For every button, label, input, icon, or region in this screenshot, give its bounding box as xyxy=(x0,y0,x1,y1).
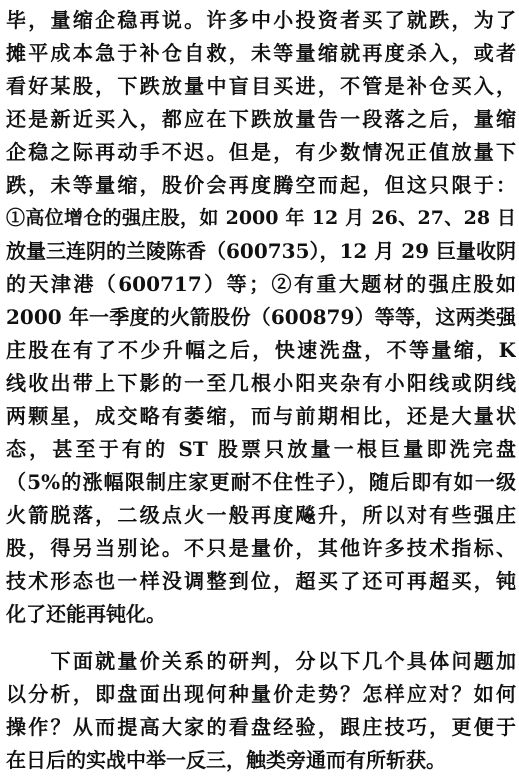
text-line: 企稳之际再动手不迟。但是，有少数情况正值放量下 xyxy=(6,140,516,164)
text-line: 2000 年一季度的火箭股份（600879）等等，这两类强 xyxy=(6,305,516,329)
text-line: 以分析，即盘面出现何种量价走势？怎样应对？如何 xyxy=(6,682,516,706)
text-line: 在日后的实战中举一反三，触类旁通而有所斩获。 xyxy=(6,748,446,772)
text-line: （5%的涨幅限制庄家更耐不住性子），随后即有如一级 xyxy=(6,470,516,494)
text-line: 放量三连阴的兰陵陈香（600735），12 月 29 巨量收阴 xyxy=(6,239,516,263)
text-line: 股，得另当别论。不只是量价，其他许多技术指标、 xyxy=(6,536,516,560)
text-line: 还是新近买入，都应在下跌放量告一段落之后，量缩 xyxy=(6,107,516,131)
paragraph-1 xyxy=(6,4,516,631)
text-line: 跌，未等量缩，股价会再度腾空而起，但这只限于： xyxy=(6,173,516,197)
paragraph-gap xyxy=(6,631,516,645)
text-line: 操作？从而提高大家的看盘经验，跟庄技巧，更便于 xyxy=(6,715,516,739)
text-line: 化了还能再钝化。 xyxy=(6,602,166,626)
text-line: 两颗星，成交略有萎缩，而与前期相比，还是大量状 xyxy=(6,404,516,428)
page-text xyxy=(6,4,516,777)
text-line: 态，甚至于有的 ST 股票只放量一根巨量即洗完盘 xyxy=(6,437,516,461)
text-line: 摊平成本急于补仓自救，未等量缩就再度杀入，或者 xyxy=(6,41,516,65)
text-line: 毕，量缩企稳再说。许多中小投资者买了就跌，为了 xyxy=(6,8,516,32)
text-line: 下面就量价关系的研判，分以下几个具体问题加 xyxy=(6,649,516,673)
text-line: 线收出带上下影的一至几根小阳夹杂有小阳线或阴线 xyxy=(6,371,516,395)
text-line: 火箭脱落，二级点火一般再度飚升，所以对有些强庄 xyxy=(6,503,516,527)
text-line: ①高位增仓的强庄股，如 2000 年 12 月 26、27、28 日 xyxy=(6,207,516,229)
text-line: 技术形态也一样没调整到位，超买了还可再超买，钝 xyxy=(6,569,516,593)
text-line: 庄股在有了不少升幅之后，快速洗盘，不等量缩，K xyxy=(6,338,516,362)
text-line: 看好某股，下跌放量中盲目买进，不管是补仓买入， xyxy=(6,74,516,98)
text-line: 的天津港（600717）等；②有重大题材的强庄股如 xyxy=(6,272,516,296)
paragraph-2 xyxy=(6,645,516,777)
